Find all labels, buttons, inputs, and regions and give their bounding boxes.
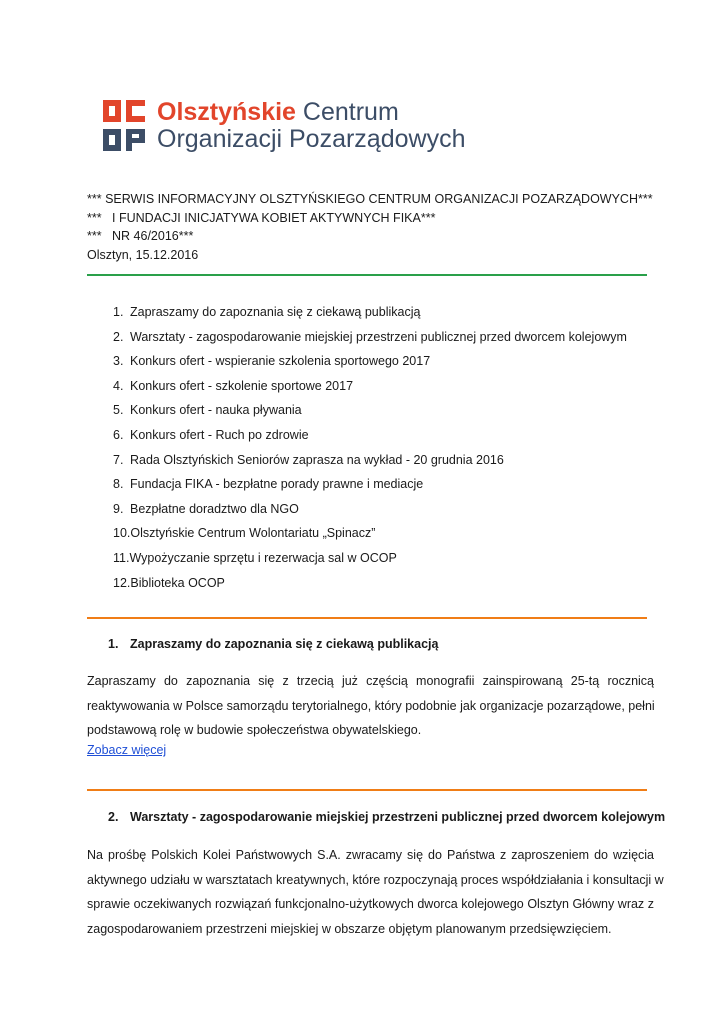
toc-item: 11.Wypożyczanie sprzętu i rezerwacja sal w OCOP [113, 550, 397, 565]
toc-item: 2. Warsztaty - zagospodarowanie miejskiej przestrzeni publicznej przed dworcem kolejowym [113, 329, 627, 344]
see-more-link[interactable]: Zobacz więcej [87, 743, 167, 757]
header-line-issue-number: *** NR 46/2016*** [87, 229, 194, 243]
header-line-service: *** SERWIS INFORMACYJNY OLSZTYŃSKIEGO CENTRUM ORGANIZACJI POZARZĄDOWYCH*** [87, 192, 653, 206]
newsletter-header [87, 190, 653, 264]
toc-item: 8. Fundacja FIKA - bezpłatne porady prawne i mediacje [113, 477, 424, 492]
logo-line-organizacji: Organizacji Pozarządowych [157, 125, 466, 153]
toc-item: 12.Biblioteka OCOP [113, 575, 225, 590]
toc-item: 6. Konkurs ofert - Ruch po zdrowie [113, 427, 309, 442]
toc-item: 1. Zapraszamy do zapoznania się z ciekawą publikacją [113, 305, 421, 319]
orange-divider [87, 617, 647, 619]
toc-item: 7. Rada Olsztyńskich Seniorów zaprasza na wykład - 20 grudnia 2016 [113, 452, 504, 467]
section-1-heading: 1. Zapraszamy do zapoznania się z ciekawą publikacją [108, 637, 439, 651]
orange-divider [87, 789, 647, 791]
section-1-body: Zapraszamy do zapoznania się z trzecią już częścią monografii zainspirowaną 25-tą rocznicą reaktywowania w Polsce samorządu terytorialnego, który podobnie jak organizacje pozarządowe, pełni podstawową rolę w budowie społeczeństwa obywatelskiego. [87, 674, 655, 737]
toc-item: 10.Olsztyńskie Centrum Wolontariatu „Spinacz” [113, 526, 376, 541]
header-line-date: Olsztyn, 15.12.2016 [87, 247, 199, 262]
toc-item: 3. Konkurs ofert - wspieranie szkolenia sportowego 2017 [113, 354, 431, 369]
section-2-body: Na prośbę Polskich Kolei Państwowych S.A. zwracamy się do Państwa z zaproszeniem do wzięcia aktywnego udziału w warsztatach kreatywnych, które rozpoczynają proces współdziałania i konsultacji w sprawie oczekiwanych rozwiązań funkcjonalno-użytkowych dworca kolejowego Olsztyn Główny wraz z zagospodarowaniem przestrzeni miejskiej w obszarze objętym planowanym przedsięwzięciem. [87, 848, 664, 936]
ocop-logo-mark [101, 98, 147, 154]
toc-item: 5. Konkurs ofert - nauka pływania [113, 403, 302, 418]
toc-item: 4. Konkurs ofert - szkolenie sportowe 2017 [113, 378, 354, 393]
ocop-logo [101, 98, 465, 154]
toc-item: 9. Bezpłatne doradztwo dla NGO [113, 501, 299, 516]
logo-word-centrum: Centrum [302, 98, 399, 126]
table-of-contents [113, 303, 627, 598]
header-line-foundation: *** I FUNDACJI INICJATYWA KOBIET AKTYWNYCH FIKA*** [87, 210, 436, 225]
section-2-heading: 2. Warsztaty - zagospodarowanie miejskiej przestrzeni publicznej przed dworcem kolejowym [108, 810, 666, 824]
green-divider [87, 274, 647, 276]
logo-word-olsztynskie: Olsztyńskie [157, 98, 296, 126]
